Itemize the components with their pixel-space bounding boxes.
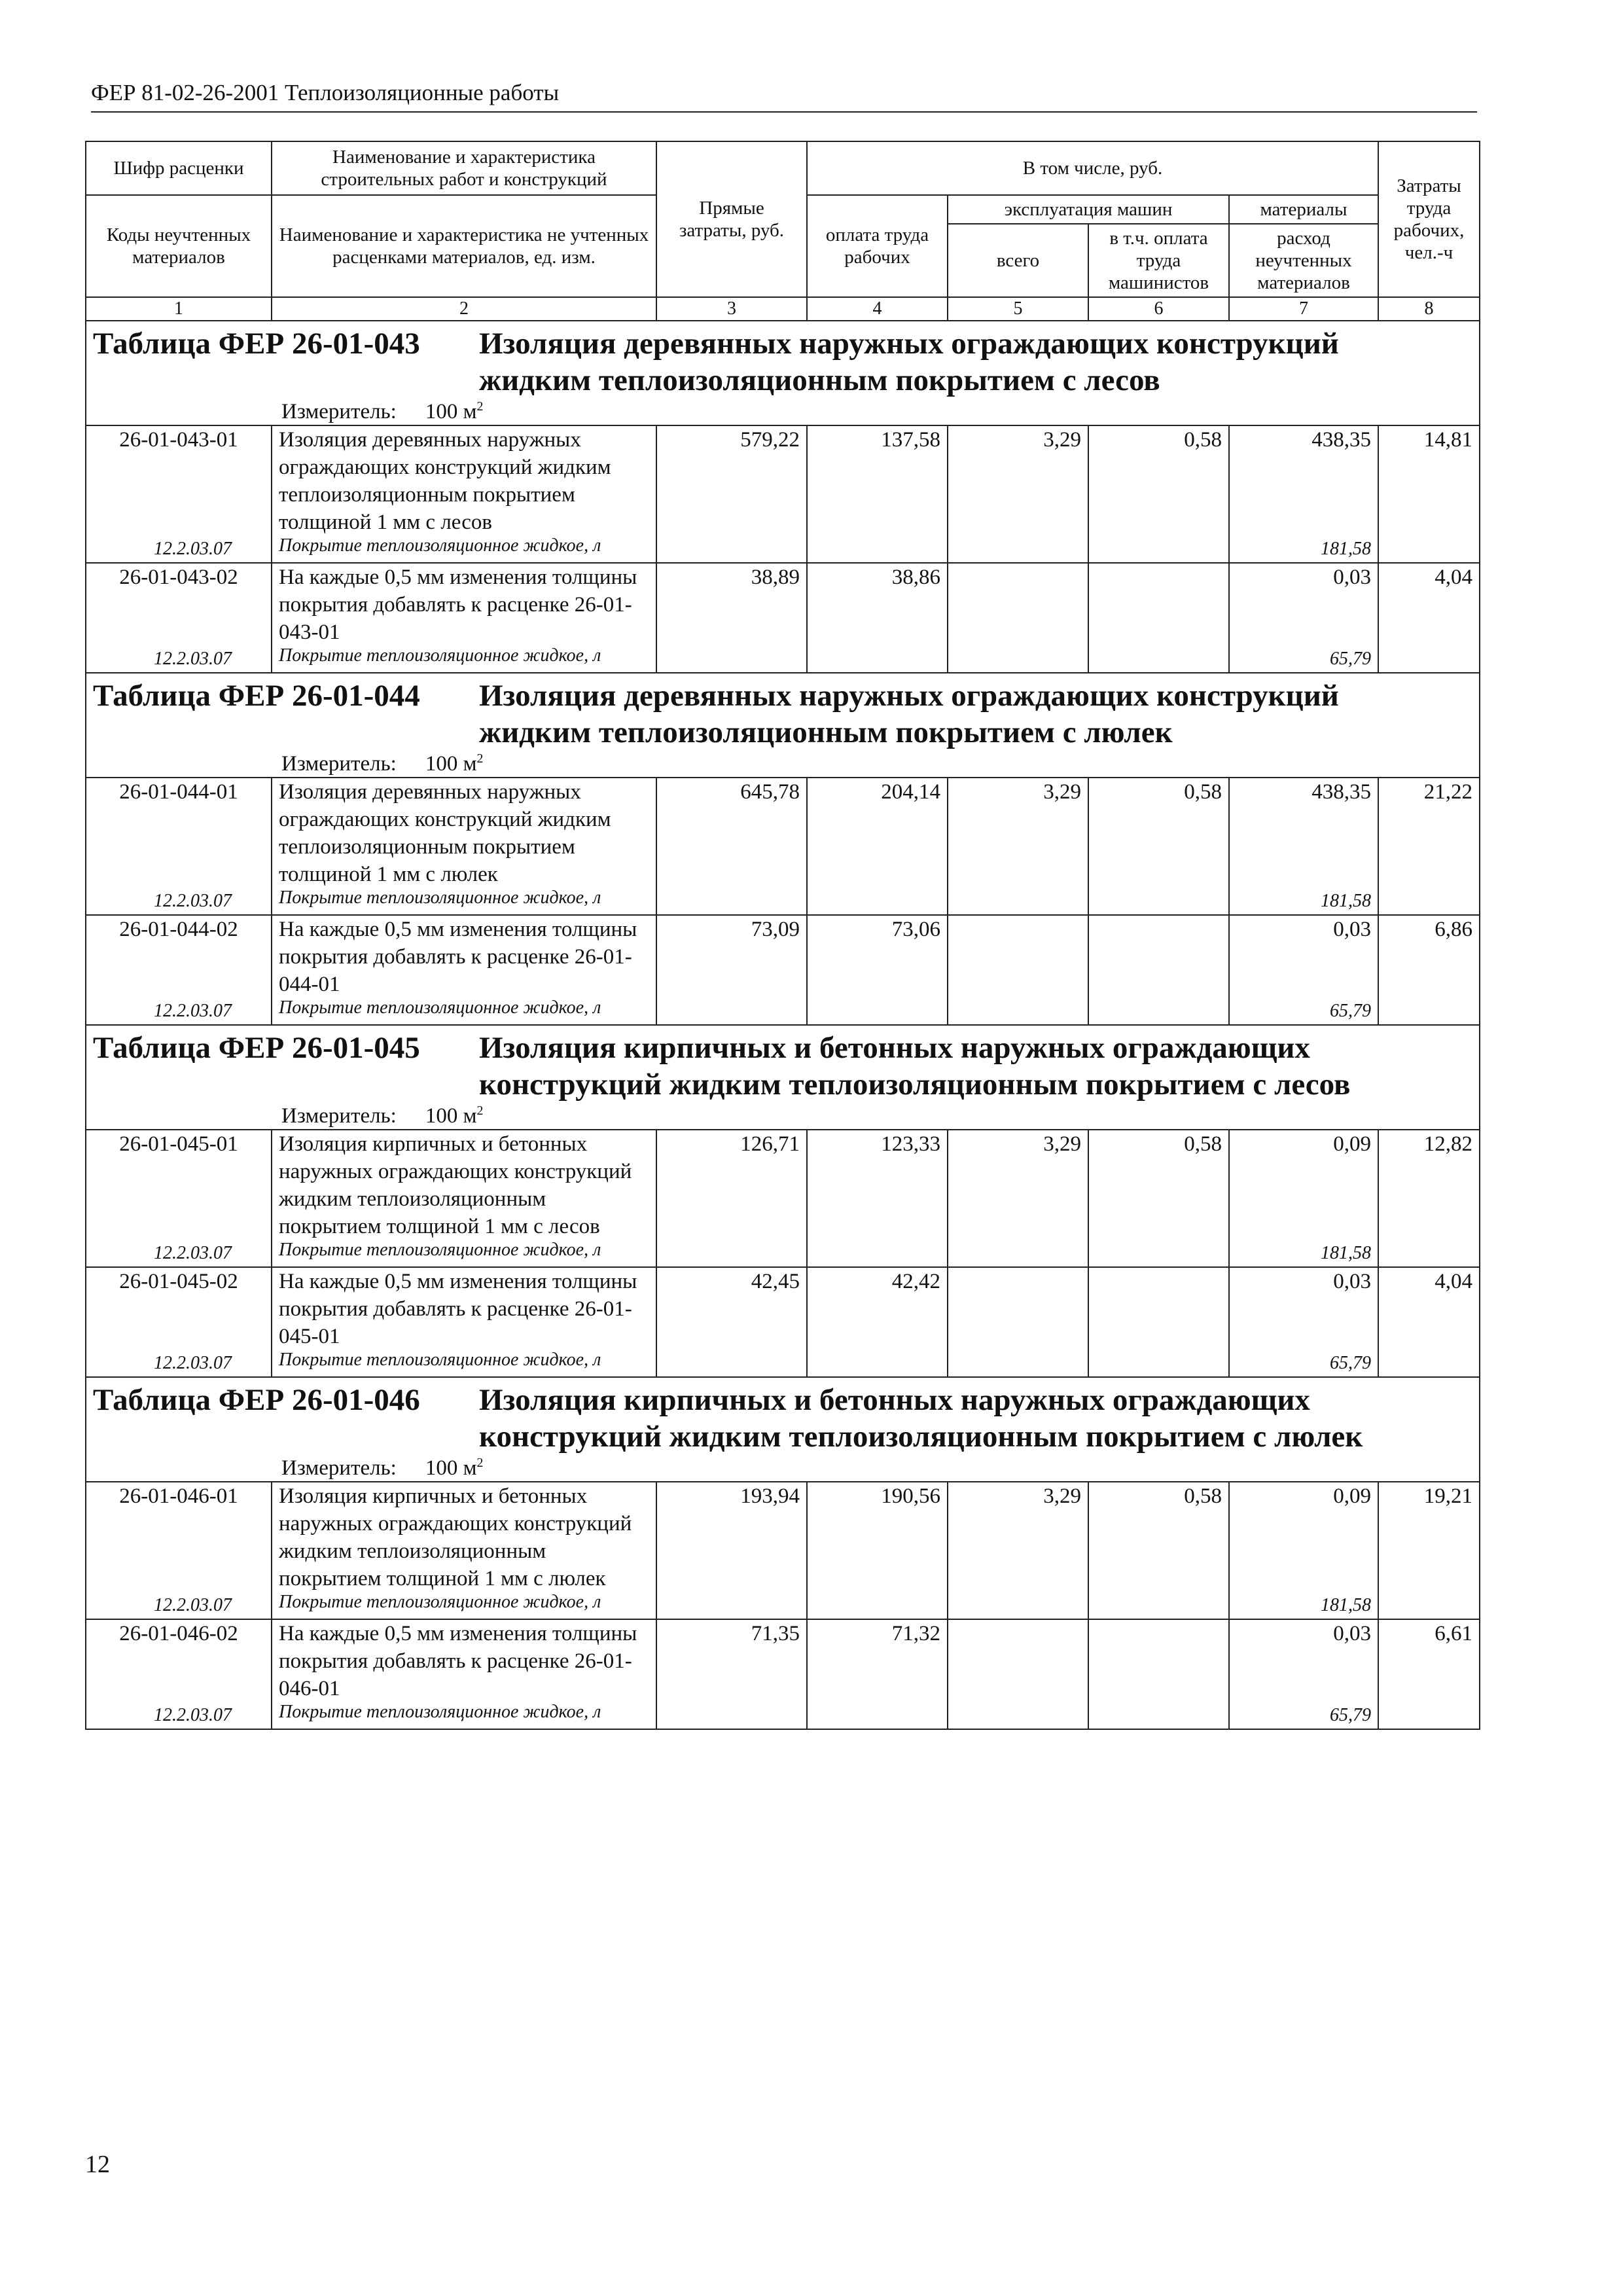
rate-description: Изоляция кирпичных и бетонных наружных ограждающих конструкций жидким теплоизоляционным покрытием толщиной 1 мм с люлек [272, 1482, 656, 1592]
empty-cell [1088, 1240, 1229, 1267]
rate-description: Изоляция деревянных наружных ограждающих конструкций жидким теплоизоляционным покрытием толщиной 1 мм с лесов [272, 425, 656, 536]
direct-costs: 42,45 [656, 1267, 807, 1350]
column-number: 6 [1088, 297, 1229, 321]
column-numbers-row [86, 297, 1480, 321]
rate-code: 26-01-045-01 [86, 1130, 272, 1240]
meter-row [86, 1455, 1480, 1482]
direct-costs: 38,89 [656, 563, 807, 646]
material-row [86, 1592, 1480, 1619]
meter-cell [86, 751, 1480, 778]
direct-costs: 193,94 [656, 1482, 807, 1592]
empty-cell [1378, 888, 1480, 915]
rate-row [86, 1130, 1480, 1240]
empty-cell [1378, 1702, 1480, 1729]
direct-costs: 71,35 [656, 1619, 807, 1702]
col2-top-header: Наименование и характеристика строительных работ и конструкций [272, 141, 656, 195]
material-description: Покрытие теплоизоляционное жидкое, л [272, 888, 656, 915]
machines-group-header: эксплуатация машин [948, 195, 1229, 224]
material-description: Покрытие теплоизоляционное жидкое, л [272, 1350, 656, 1377]
column-number: 4 [807, 297, 948, 321]
empty-cell [656, 998, 807, 1025]
empty-cell [1088, 888, 1229, 915]
empty-cell [1088, 646, 1229, 673]
table-section-name: Изоляция деревянных наружных ограждающих конструкций жидким теплоизоляционным покрытием с лесов [479, 327, 1339, 397]
rate-code: 26-01-046-01 [86, 1482, 272, 1592]
column-number: 3 [656, 297, 807, 321]
materials-cost: 0,03 [1229, 1267, 1378, 1350]
empty-cell [807, 888, 948, 915]
material-quantity: 181,58 [1229, 1240, 1378, 1267]
materials-cost: 0,03 [1229, 1619, 1378, 1702]
empty-cell [1088, 1702, 1229, 1729]
labor-hours: 4,04 [1378, 1267, 1480, 1350]
col7-header: расход неучтенных материалов [1229, 224, 1378, 297]
col6-header: в т.ч. оплата труда машинистов [1088, 224, 1229, 297]
meter-value: 100 м [425, 400, 477, 423]
direct-costs: 645,78 [656, 778, 807, 888]
machines-total [948, 1267, 1088, 1350]
empty-cell [656, 1702, 807, 1729]
meter-cell [86, 1103, 1480, 1130]
direct-costs: 73,09 [656, 915, 807, 998]
table-section-name: Изоляция кирпичных и бетонных наружных ограждающих конструкций жидким теплоизоляционным покрытием с люлек [479, 1383, 1363, 1454]
operators-wages [1088, 1619, 1229, 1702]
labor-wages: 42,42 [807, 1267, 948, 1350]
rate-description: На каждые 0,5 мм изменения толщины покрытия добавлять к расценке 26-01-043-01 [272, 563, 656, 646]
material-row [86, 1240, 1480, 1267]
rate-row [86, 563, 1480, 646]
col1-top-header: Шифр расценки [86, 141, 272, 195]
machines-total [948, 915, 1088, 998]
labor-hours: 12,82 [1378, 1130, 1480, 1240]
material-quantity: 65,79 [1229, 646, 1378, 673]
machines-total: 3,29 [948, 778, 1088, 888]
page-header [91, 80, 1477, 113]
materials-cost: 0,09 [1229, 1130, 1378, 1240]
materials-cost: 438,35 [1229, 425, 1378, 536]
material-code: 12.2.03.07 [86, 1350, 272, 1377]
meter-cell [86, 399, 1480, 425]
labor-wages: 204,14 [807, 778, 948, 888]
meter-row [86, 1103, 1480, 1130]
material-quantity: 181,58 [1229, 536, 1378, 563]
table-section-name: Изоляция деревянных наружных ограждающих конструкций жидким теплоизоляционным покрытием с люлек [479, 679, 1339, 749]
empty-cell [656, 1592, 807, 1619]
empty-cell [807, 998, 948, 1025]
operators-wages: 0,58 [1088, 425, 1229, 536]
materials-cost: 0,03 [1229, 563, 1378, 646]
empty-cell [948, 888, 1088, 915]
materials-cost: 0,09 [1229, 1482, 1378, 1592]
rate-description: На каждые 0,5 мм изменения толщины покрытия добавлять к расценке 26-01-046-01 [272, 1619, 656, 1702]
material-row [86, 1350, 1480, 1377]
rate-row [86, 915, 1480, 998]
empty-cell [1378, 1350, 1480, 1377]
machines-total: 3,29 [948, 1130, 1088, 1240]
operators-wages: 0,58 [1088, 1130, 1229, 1240]
empty-cell [948, 998, 1088, 1025]
rate-row [86, 425, 1480, 536]
rates-table [85, 141, 1480, 1730]
empty-cell [807, 1350, 948, 1377]
empty-cell [948, 646, 1088, 673]
material-quantity: 65,79 [1229, 1702, 1378, 1729]
material-row [86, 888, 1480, 915]
operators-wages: 0,58 [1088, 1482, 1229, 1592]
column-number: 5 [948, 297, 1088, 321]
labor-wages: 73,06 [807, 915, 948, 998]
col4-header: оплата труда рабочих [807, 195, 948, 297]
document-title: ФЕР 81-02-26-2001 Теплоизоляционные работы [91, 80, 560, 105]
table-head [86, 141, 1480, 321]
table-section-title [86, 321, 1480, 399]
empty-cell [1378, 646, 1480, 673]
labor-wages: 137,58 [807, 425, 948, 536]
material-quantity: 181,58 [1229, 888, 1378, 915]
material-description: Покрытие теплоизоляционное жидкое, л [272, 1702, 656, 1729]
labor-hours: 19,21 [1378, 1482, 1480, 1592]
meter-exponent: 2 [476, 1103, 484, 1118]
rate-code: 26-01-044-01 [86, 778, 272, 888]
material-row [86, 536, 1480, 563]
empty-cell [948, 1350, 1088, 1377]
material-description: Покрытие теплоизоляционное жидкое, л [272, 1240, 656, 1267]
meter-label: Измеритель: [281, 1104, 397, 1128]
material-row [86, 1702, 1480, 1729]
empty-cell [656, 646, 807, 673]
column-number: 1 [86, 297, 272, 321]
rate-row [86, 1619, 1480, 1702]
meter-row [86, 751, 1480, 778]
materials-cost: 0,03 [1229, 915, 1378, 998]
col3-header: Прямые затраты, руб. [656, 141, 807, 297]
empty-cell [1378, 998, 1480, 1025]
material-description: Покрытие теплоизоляционное жидкое, л [272, 1592, 656, 1619]
table-section-title [86, 1377, 1480, 1455]
empty-cell [656, 1240, 807, 1267]
labor-hours: 6,86 [1378, 915, 1480, 998]
labor-hours: 6,61 [1378, 1619, 1480, 1702]
machines-total [948, 563, 1088, 646]
labor-wages: 190,56 [807, 1482, 948, 1592]
empty-cell [807, 1592, 948, 1619]
operators-wages [1088, 915, 1229, 998]
labor-wages: 71,32 [807, 1619, 948, 1702]
material-description: Покрытие теплоизоляционное жидкое, л [272, 536, 656, 563]
material-row [86, 646, 1480, 673]
material-quantity: 65,79 [1229, 1350, 1378, 1377]
empty-cell [807, 536, 948, 563]
material-description: Покрытие теплоизоляционное жидкое, л [272, 998, 656, 1025]
page-number: 12 [85, 2151, 110, 2178]
rate-row [86, 1482, 1480, 1592]
operators-wages [1088, 563, 1229, 646]
empty-cell [807, 1702, 948, 1729]
empty-cell [948, 1240, 1088, 1267]
direct-costs: 579,22 [656, 425, 807, 536]
empty-cell [656, 888, 807, 915]
table-section-title [86, 1025, 1480, 1103]
labor-wages: 123,33 [807, 1130, 948, 1240]
rate-code: 26-01-044-02 [86, 915, 272, 998]
column-number: 7 [1229, 297, 1378, 321]
rate-description: На каждые 0,5 мм изменения толщины покрытия добавлять к расценке 26-01-045-01 [272, 1267, 656, 1350]
machines-total: 3,29 [948, 425, 1088, 536]
material-code: 12.2.03.07 [86, 1240, 272, 1267]
material-quantity: 65,79 [1229, 998, 1378, 1025]
meter-exponent: 2 [476, 399, 484, 414]
operators-wages [1088, 1267, 1229, 1350]
meter-cell [86, 1455, 1480, 1482]
table-section-title-row [86, 1025, 1480, 1103]
meter-value: 100 м [425, 1104, 477, 1128]
table-section-title-row [86, 321, 1480, 399]
table-section-label: Таблица ФЕР 26-01-046 [93, 1383, 420, 1417]
meter-exponent: 2 [476, 1456, 484, 1470]
col1-bottom-header: Коды неучтенных материалов [86, 195, 272, 297]
empty-cell [656, 536, 807, 563]
rate-description: На каждые 0,5 мм изменения толщины покрытия добавлять к расценке 26-01-044-01 [272, 915, 656, 998]
included-group-header: В том числе, руб. [807, 141, 1378, 195]
empty-cell [1088, 1350, 1229, 1377]
empty-cell [948, 1592, 1088, 1619]
table-section-title [86, 673, 1480, 751]
col5-header: всего [948, 224, 1088, 297]
rate-code: 26-01-045-02 [86, 1267, 272, 1350]
meter-label: Измеритель: [281, 1456, 397, 1480]
empty-cell [1378, 1592, 1480, 1619]
meter-value: 100 м [425, 752, 477, 776]
table-section-name: Изоляция кирпичных и бетонных наружных ограждающих конструкций жидким теплоизоляционным покрытием с лесов [479, 1031, 1351, 1102]
operators-wages: 0,58 [1088, 778, 1229, 888]
rate-description: Изоляция кирпичных и бетонных наружных ограждающих конструкций жидким теплоизоляционным покрытием толщиной 1 мм с лесов [272, 1130, 656, 1240]
material-row [86, 998, 1480, 1025]
material-code: 12.2.03.07 [86, 1702, 272, 1729]
empty-cell [948, 1702, 1088, 1729]
meter-value: 100 м [425, 1456, 477, 1480]
table-body [86, 321, 1480, 1729]
empty-cell [1088, 998, 1229, 1025]
empty-cell [1378, 1240, 1480, 1267]
material-code: 12.2.03.07 [86, 646, 272, 673]
rate-row [86, 778, 1480, 888]
empty-cell [1378, 536, 1480, 563]
empty-cell [1088, 536, 1229, 563]
empty-cell [656, 1350, 807, 1377]
material-quantity: 181,58 [1229, 1592, 1378, 1619]
table-section-title-row [86, 673, 1480, 751]
rate-code: 26-01-043-01 [86, 425, 272, 536]
material-code: 12.2.03.07 [86, 1592, 272, 1619]
table-section-label: Таблица ФЕР 26-01-045 [93, 1031, 420, 1065]
material-code: 12.2.03.07 [86, 536, 272, 563]
materials-group-header: материалы [1229, 195, 1378, 224]
rate-code: 26-01-043-02 [86, 563, 272, 646]
col2-bottom-header: Наименование и характеристика не учтенных расценками материалов, ед. изм. [272, 195, 656, 297]
direct-costs: 126,71 [656, 1130, 807, 1240]
labor-hours: 4,04 [1378, 563, 1480, 646]
meter-row [86, 399, 1480, 425]
empty-cell [1088, 1592, 1229, 1619]
column-number: 2 [272, 297, 656, 321]
material-code: 12.2.03.07 [86, 998, 272, 1025]
table-section-title-row [86, 1377, 1480, 1455]
machines-total: 3,29 [948, 1482, 1088, 1592]
rate-description: Изоляция деревянных наружных ограждающих конструкций жидким теплоизоляционным покрытием толщиной 1 мм с люлек [272, 778, 656, 888]
material-description: Покрытие теплоизоляционное жидкое, л [272, 646, 656, 673]
table-section-label: Таблица ФЕР 26-01-043 [93, 327, 420, 361]
materials-cost: 438,35 [1229, 778, 1378, 888]
machines-total [948, 1619, 1088, 1702]
meter-exponent: 2 [476, 751, 484, 766]
rate-row [86, 1267, 1480, 1350]
meter-label: Измеритель: [281, 752, 397, 776]
material-code: 12.2.03.07 [86, 888, 272, 915]
meter-label: Измеритель: [281, 400, 397, 423]
empty-cell [948, 536, 1088, 563]
labor-hours: 14,81 [1378, 425, 1480, 536]
labor-wages: 38,86 [807, 563, 948, 646]
empty-cell [807, 1240, 948, 1267]
empty-cell [807, 646, 948, 673]
column-number: 8 [1378, 297, 1480, 321]
table-section-label: Таблица ФЕР 26-01-044 [93, 679, 420, 713]
labor-hours: 21,22 [1378, 778, 1480, 888]
rate-code: 26-01-046-02 [86, 1619, 272, 1702]
col8-header: Затраты труда рабочих, чел.-ч [1378, 141, 1480, 297]
